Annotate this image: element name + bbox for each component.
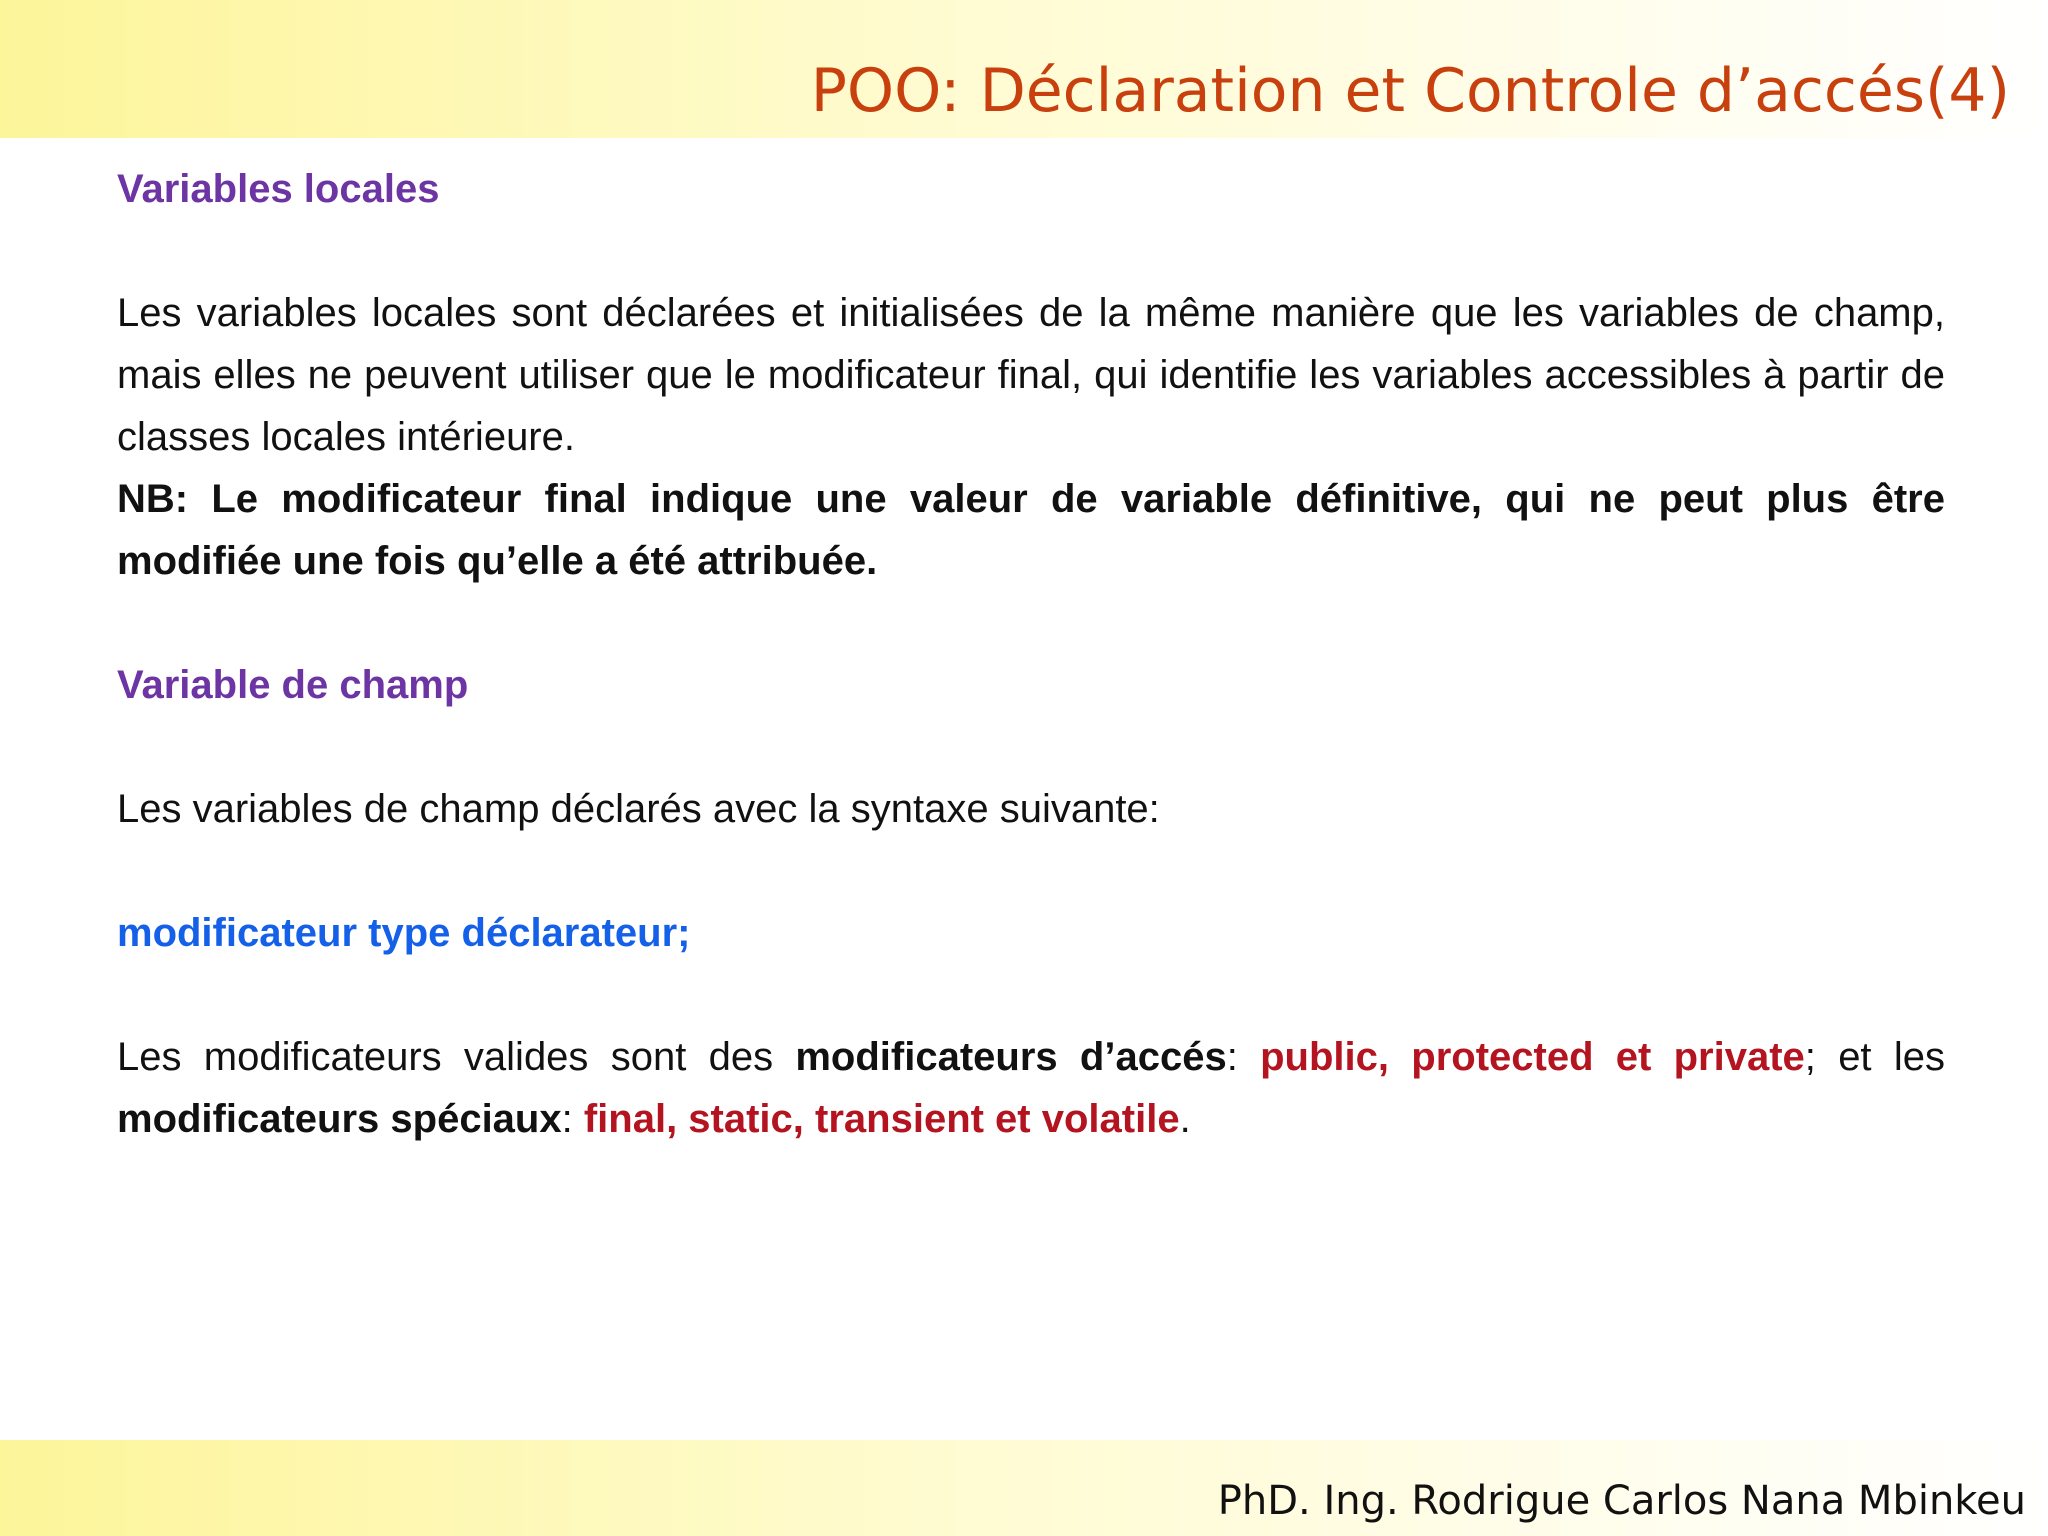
slide-title: POO: Déclaration et Controle d’accés(4) bbox=[810, 56, 2010, 126]
final-modifier-note: NB: Le modificateur final indique une valeur de variable définitive, qui ne peut plus être modifiée une fois qu’elle a été attribuée. bbox=[117, 477, 1945, 583]
modifiers-colon-2: : bbox=[561, 1097, 584, 1141]
modifiers-paragraph bbox=[117, 1026, 1945, 1150]
modifiers-end: . bbox=[1179, 1097, 1191, 1141]
local-variables-paragraph: Les variables locales sont déclarées et initialisées de la même manière que les variables de champ, mais elles ne peuvent utiliser que le modificateur final, qui identifie les variables accessibles à partir de classes locales intérieure. bbox=[117, 291, 1945, 459]
access-modifiers-label: modificateurs d’accés bbox=[795, 1035, 1227, 1079]
section-heading-local-variables: Variables locales bbox=[117, 167, 440, 211]
modifiers-colon-1: : bbox=[1226, 1035, 1261, 1079]
declaration-syntax: modificateur type déclarateur; bbox=[117, 911, 691, 955]
modifiers-text-2: ; et les bbox=[1804, 1035, 1945, 1079]
special-modifiers-list: final, static, transient et volatile bbox=[583, 1097, 1180, 1141]
modifiers-text-1: Les modificateurs valides sont des bbox=[117, 1035, 796, 1079]
special-modifiers-label: modificateurs spéciaux bbox=[117, 1097, 562, 1141]
access-modifiers-list: public, protected et private bbox=[1260, 1035, 1805, 1079]
section-heading-field-variables: Variable de champ bbox=[117, 663, 469, 707]
author-footer: PhD. Ing. Rodrigue Carlos Nana Mbinkeu bbox=[1217, 1478, 2026, 1524]
slide-content bbox=[117, 158, 1945, 1150]
field-variables-intro: Les variables de champ déclarés avec la syntaxe suivante: bbox=[117, 787, 1160, 831]
